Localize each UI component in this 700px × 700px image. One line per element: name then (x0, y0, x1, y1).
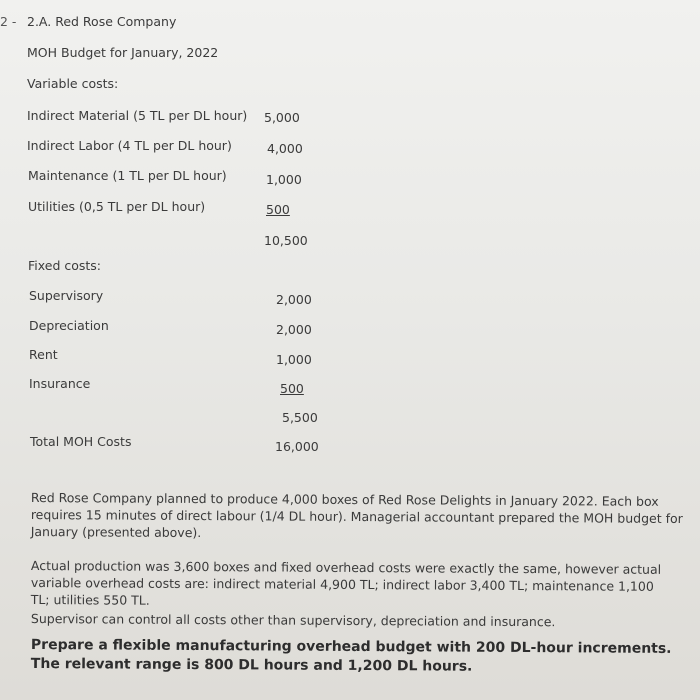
variable-row-label: Indirect Labor (4 TL per DL hour) (27, 138, 232, 153)
problem-paragraph-2: Actual production was 3,600 boxes and fixed overhead costs were exactly the same, however actual variable overhead costs are: indirect material 4,900 TL; indirect labor 3,400 TL; maintenance 1,100 TL; utilities 550 TL. (30, 558, 662, 608)
variable-row-value: 500 (266, 202, 290, 217)
fixed-row-label: Supervisory (29, 288, 104, 303)
fixed-row-label: Depreciation (29, 318, 109, 333)
variable-row-value: 1,000 (266, 172, 302, 187)
fixed-row-label: Insurance (29, 376, 91, 391)
variable-row-value: 4,000 (267, 141, 303, 156)
variable-row-label: Indirect Material (5 TL per DL hour) (27, 108, 248, 123)
fixed-costs-heading: Fixed costs: (28, 258, 102, 273)
fixed-row-value: 2,000 (276, 322, 312, 337)
fixed-row-value: 2,000 (276, 292, 312, 307)
fixed-row-label: Rent (29, 347, 58, 362)
variable-row-label: Maintenance (1 TL per DL hour) (28, 168, 227, 183)
total-moh-label: Total MOH Costs (30, 434, 132, 449)
item-marker: 2 - (0, 14, 17, 29)
variable-row-label: Utilities (0,5 TL per DL hour) (28, 199, 206, 214)
fixed-row-value: 500 (280, 381, 304, 396)
variable-total: 10,500 (264, 233, 308, 248)
budget-subtitle: MOH Budget for January, 2022 (27, 45, 219, 60)
total-moh-value: 16,000 (275, 439, 319, 454)
problem-paragraph-1: Red Rose Company planned to produce 4,000 boxes of Red Rose Delights in January 2022. Each box requires 15 minutes of direct labour (1/4 DL hour). Managerial accountant prepared the MOH budget for January (presented above). (30, 489, 683, 541)
variable-row-value: 5,000 (264, 110, 300, 125)
problem-task: Prepare a flexible manufacturing overhead budget with 200 DL-hour increments. The relevant range is 800 DL hours and 1,200 DL hours. (30, 637, 672, 675)
problem-paragraph-3: Supervisor can control all costs other than supervisory, depreciation and insurance. (30, 611, 556, 630)
fixed-total: 5,500 (282, 410, 318, 425)
variable-costs-heading: Variable costs: (27, 76, 119, 91)
fixed-row-value: 1,000 (276, 352, 312, 367)
document-title: 2.A. Red Rose Company (27, 14, 177, 29)
